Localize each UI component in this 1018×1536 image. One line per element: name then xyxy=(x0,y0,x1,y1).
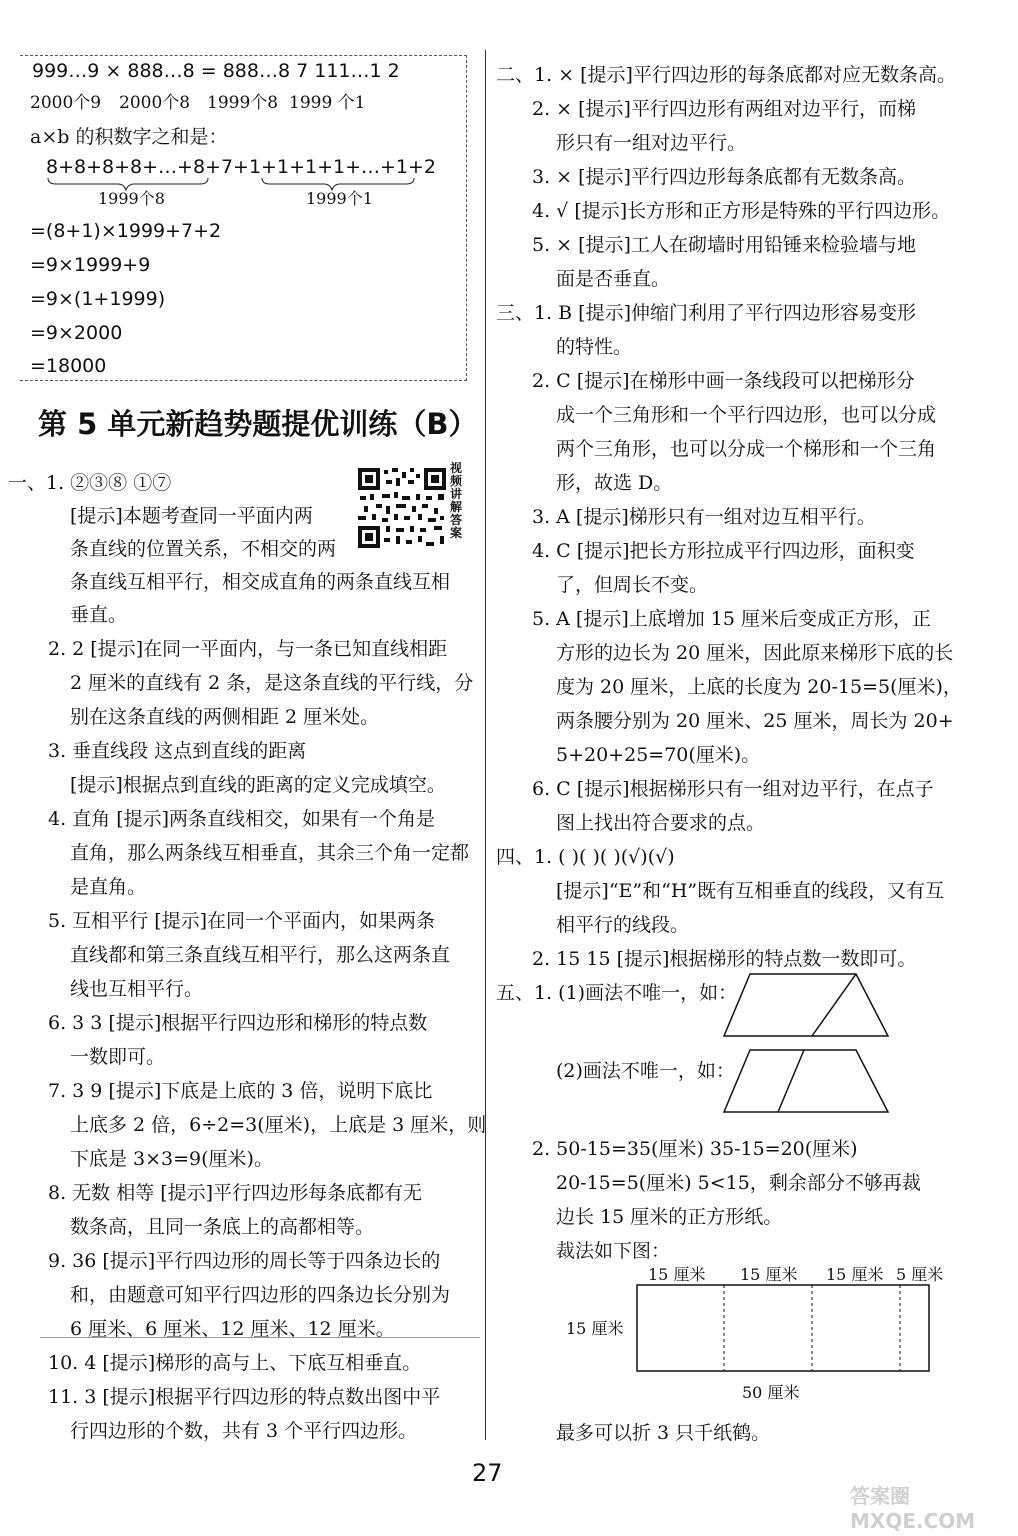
ans-1-1-hint-b: 条直线的位置关系，不相交的两 xyxy=(70,538,337,560)
ans-3-5-d: 两条腰分别为 20 厘米、25 厘米，周长为 20+ xyxy=(556,710,954,732)
watermark: 答案圈 MXQE.COM xyxy=(850,1484,976,1533)
equation-sub-1: 2000个9 xyxy=(30,93,102,113)
ans-1-1-hint-a: [提示]本题考查同一平面内两 xyxy=(70,505,313,527)
ans-3-2-b: 成一个三角形和一个平行四边形，也可以分成 xyxy=(556,404,937,426)
trapezoid-figure-2 xyxy=(720,1046,892,1116)
ans-1-3: 3. 垂直线段 这点到直线的距离 xyxy=(48,740,307,762)
ans-4-2: 2. 15 15 [提示]根据梯形的特点数一数即可。 xyxy=(532,948,917,970)
ans-3-4-b: 了，但周长不变。 xyxy=(556,574,709,596)
ans-4-1-hint-b: 相平行的线段。 xyxy=(556,914,690,936)
step-4: =9×2000 xyxy=(30,322,123,344)
equation-sub-3: 1999个8 xyxy=(207,93,279,113)
sum-sub-2: 1999个1 xyxy=(306,189,373,208)
cut-left-label: 15 厘米 xyxy=(566,1319,624,1338)
ans-1-6-b: 一数即可。 xyxy=(70,1046,166,1068)
ans-3-2: 2. C [提示]在梯形中画一条线段可以把梯形分 xyxy=(532,370,915,392)
step-5: =18000 xyxy=(30,355,107,377)
equation-line: 999…9 × 888…8 = 888…8 7 111…1 2 xyxy=(32,60,400,82)
ans-1-3-hint: [提示]根据点到直线的距离的定义完成填空。 xyxy=(70,774,446,796)
ans-1-4: 4. 直角 [提示]两条直线相交，如果有一个角是 xyxy=(48,808,436,830)
page-number: 27 xyxy=(472,1459,503,1487)
ans-1-7: 7. 3 9 [提示]下底是上底的 3 倍，说明下底比 xyxy=(48,1080,433,1102)
ans-1-9-b: 和，由题意可知平行四边形的四条边长分别为 xyxy=(70,1284,451,1306)
step-2: =9×1999+9 xyxy=(30,254,151,276)
ans-4-1-hint: [提示]“E”和“H”既有互相垂直的线段，又有互 xyxy=(556,880,945,902)
cut-bottom-label: 50 厘米 xyxy=(742,1383,800,1402)
trapezoid-figure-1 xyxy=(720,970,892,1040)
ans-3-1-b: 的特性。 xyxy=(556,336,633,358)
ans-3-3: 3. A [提示]梯形只有一组对边互相平行。 xyxy=(532,506,876,528)
ans-4-1: 四、1. ( )( )( )(√)(√) xyxy=(496,846,675,868)
divider-rule xyxy=(40,1337,480,1338)
ans-5-2-b: 20-15=5(厘米) 5<15，剩余部分不够再裁 xyxy=(556,1172,921,1194)
ans-3-5-e: 5+20+25=70(厘米)。 xyxy=(556,744,761,766)
section-title: 第 5 单元新趋势题提优训练（B） xyxy=(38,407,478,441)
ans-2-5-b: 面是否垂直。 xyxy=(556,268,671,290)
ab-sum-label: a×b 的积数字之和是： xyxy=(30,126,228,148)
step-3: =9×(1+1999) xyxy=(30,288,166,310)
cut-top-label-4: 5 厘米 xyxy=(896,1265,944,1284)
ans-1-9: 9. 36 [提示]平行四边形的周长等于四条边长的 xyxy=(48,1250,441,1272)
ans-3-1: 三、1. B [提示]伸缩门利用了平行四边形容易变形 xyxy=(496,302,916,324)
ans-3-5: 5. A [提示]上底增加 15 厘米后变成正方形，正 xyxy=(532,608,932,630)
ans-3-4: 4. C [提示]把长方形拉成平行四边形，面积变 xyxy=(532,540,915,562)
ans-2-1: 二、1. × [提示]平行四边形的每条底都对应无数条高。 xyxy=(496,64,956,86)
ans-1-9-c: 6 厘米、6 厘米、12 厘米、12 厘米。 xyxy=(70,1318,395,1340)
ans-2-5: 5. × [提示]工人在砌墙时用铅锤来检验墙与地 xyxy=(532,234,916,256)
ans-2-4: 4. √ [提示]长方形和正方形是特殊的平行四边形。 xyxy=(532,200,951,222)
cut-top-label-3: 15 厘米 xyxy=(826,1265,884,1284)
sum-sub-1: 1999个8 xyxy=(98,189,165,208)
ans-1-7-b: 上底多 2 倍，6÷2=3(厘米)，上底是 3 厘米，则 xyxy=(70,1114,487,1136)
ans-1-11-b: 行四边形的个数，共有 3 个平行四边形。 xyxy=(70,1420,418,1442)
ans-1-1-hint-c: 条直线互相平行，相交成直角的两条直线互相 xyxy=(70,571,451,593)
ans-5-1-2: (2)画法不唯一，如： xyxy=(556,1060,735,1082)
ans-5-2-d: 裁法如下图： xyxy=(556,1240,671,1262)
ans-3-5-c: 度为 20 厘米，上底的长度为 20-15=5(厘米)， xyxy=(556,676,962,698)
sum-line: 8+8+8+8+…+8+7+1+1+1+1+…+1+2 xyxy=(46,156,437,178)
ans-5-2-c: 边长 15 厘米的正方形纸。 xyxy=(556,1206,783,1228)
underbraces xyxy=(0,0,470,200)
ans-1-2-c: 别在这条直线的两侧相距 2 厘米处。 xyxy=(70,706,380,728)
ans-5-2: 2. 50-15=35(厘米) 35-15=20(厘米) xyxy=(532,1138,858,1160)
equation-sub-4: 1999 个1 xyxy=(289,93,366,113)
ans-5-2-final: 最多可以折 3 只千纸鹤。 xyxy=(556,1422,771,1444)
ans-1-1-hint-d: 垂直。 xyxy=(70,604,128,626)
ans-2-2: 2. × [提示]平行四边形有两组对边平行，而梯 xyxy=(532,98,916,120)
ans-1-5-c: 线也互相平行。 xyxy=(70,978,204,1000)
ans-3-2-c: 两个三角形，也可以分成一个梯形和一个三角 xyxy=(556,438,937,460)
ans-1-11: 11. 3 [提示]根据平行四边形的特点数出图中平 xyxy=(48,1386,441,1408)
qr-code xyxy=(356,466,448,550)
ans-1-2-b: 2 厘米的直线有 2 条，是这条直线的平行线，分 xyxy=(70,672,474,694)
column-divider xyxy=(485,50,486,1440)
ans-1-2: 2. 2 [提示]在同一平面内，与一条已知直线相距 xyxy=(48,638,448,660)
step-1: =(8+1)×1999+7+2 xyxy=(30,220,222,242)
ans-3-6-b: 图上找出符合要求的点。 xyxy=(556,812,766,834)
ans-3-2-d: 形，故选 D。 xyxy=(556,472,673,494)
ans-2-2-b: 形只有一组对边平行。 xyxy=(556,132,747,154)
qr-caption: 视频讲解答案 xyxy=(450,461,463,540)
ans-1-10: 10. 4 [提示]梯形的高与上、下底互相垂直。 xyxy=(48,1352,422,1374)
ans-1-6: 6. 3 3 [提示]根据平行四边形和梯形的特点数 xyxy=(48,1012,428,1034)
ans-2-3: 3. × [提示]平行四边形每条底都有无数条高。 xyxy=(532,166,916,188)
cut-top-label-2: 15 厘米 xyxy=(740,1265,798,1284)
ans-1-5: 5. 互相平行 [提示]在同一个平面内，如果两条 xyxy=(48,910,436,932)
ans-1-1: 一、1. ②③⑧ ①⑦ xyxy=(8,472,172,494)
ans-1-8: 8. 无数 相等 [提示]平行四边形每条底都有无 xyxy=(48,1182,423,1204)
ans-1-5-b: 直线都和第三条直线互相平行，那么这两条直 xyxy=(70,944,451,966)
equation-sub-2: 2000个8 xyxy=(119,93,191,113)
ans-3-6: 6. C [提示]根据梯形只有一组对边平行，在点子 xyxy=(532,778,934,800)
ans-1-4-b: 直角，那么两条线互相垂直，其余三个角一定都 xyxy=(70,842,470,864)
cut-top-label-1: 15 厘米 xyxy=(648,1265,706,1284)
ans-1-8-b: 数条高，且同一条底上的高都相等。 xyxy=(70,1216,375,1238)
ans-1-4-c: 是直角。 xyxy=(70,876,147,898)
ans-5-1-1: 五、1. (1)画法不唯一，如： xyxy=(496,982,738,1004)
cut-diagram xyxy=(636,1284,932,1374)
ans-3-5-b: 方形的边长为 20 厘米，因此原来梯形下底的长 xyxy=(556,642,954,664)
ans-1-7-c: 下底是 3×3=9(厘米)。 xyxy=(70,1148,273,1170)
